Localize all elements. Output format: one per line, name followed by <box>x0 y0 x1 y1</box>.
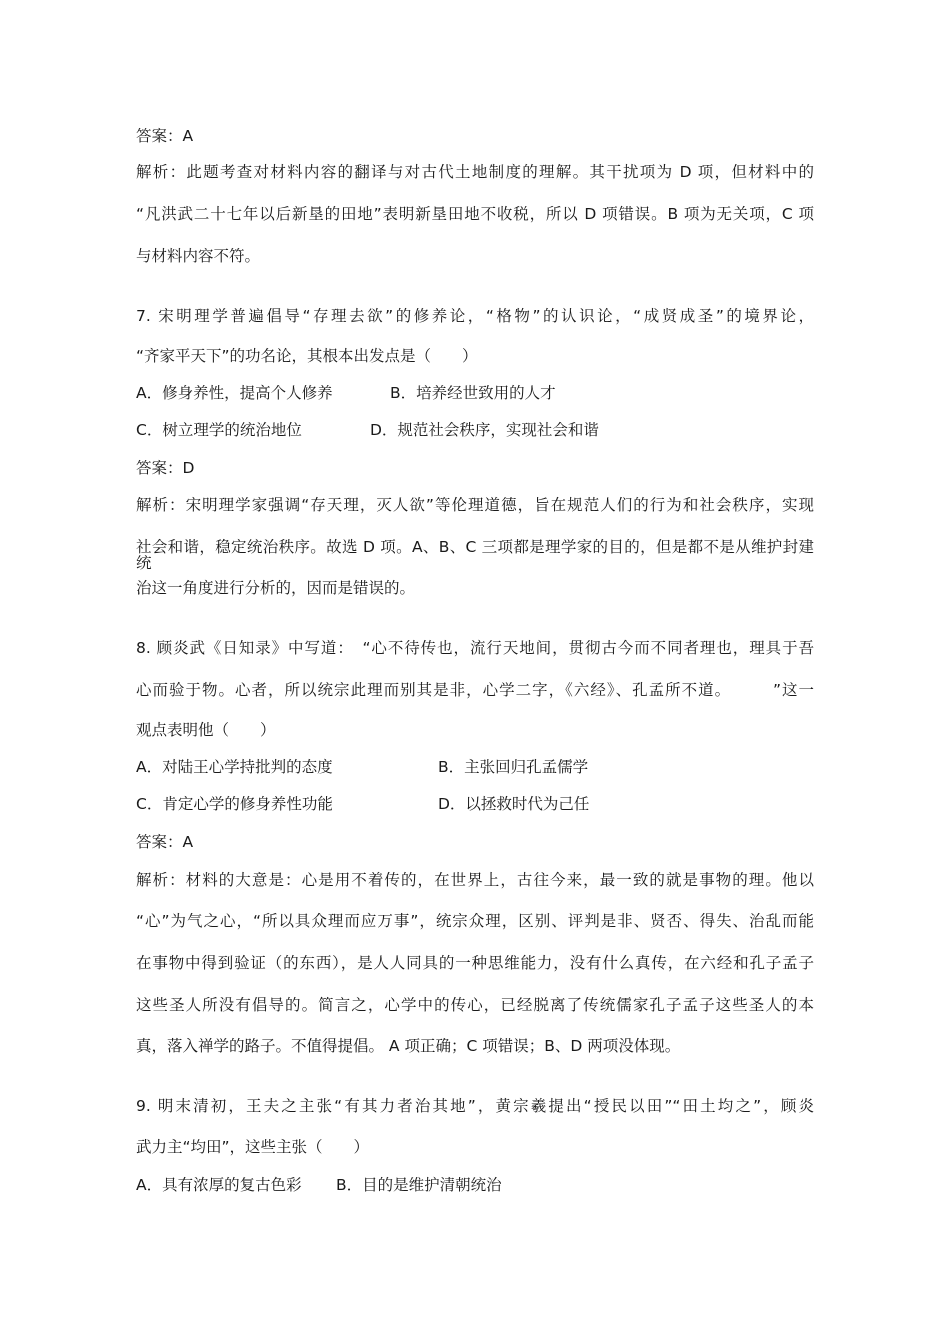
q6-analysis-line-3: 与材料内容不符。 <box>136 247 261 265</box>
q8-analysis-line-5: 真，落入禅学的路子。不值得提倡。 A 项正确；C 项错误；B、D 两项没体现。 <box>136 1037 681 1055</box>
q7-answer: 答案：D <box>136 459 195 477</box>
q9-option-a: A．具有浓厚的复古色彩 <box>136 1176 302 1194</box>
q8-answer: 答案：A <box>136 833 194 851</box>
q7-option-a: A．修身养性，提高个人修养 <box>136 384 333 402</box>
q8-option-c: C．肯定心学的修身养性功能 <box>136 795 333 813</box>
q7-analysis-line-3: 治这一角度进行分析的，因而是错误的。 <box>136 579 416 597</box>
q7-analysis-line-1: 解析：宋明理学家强调“存天理，灭人欲”等伦理道德，旨在规范人们的行为和社会秩序，实现 <box>136 496 814 514</box>
q6-answer: 答案：A <box>136 127 194 145</box>
q8-analysis-line-1: 解析：材料的大意是：心是用不着传的，在世界上，古往今来，最一致的就是事物的理。他以 <box>136 871 814 889</box>
q8-option-d: D．以拯救时代为己任 <box>438 795 590 813</box>
q6-analysis-line-1: 解析：此题考查对材料内容的翻译与对古代土地制度的理解。其干扰项为 D 项，但材料中的 <box>136 163 814 181</box>
q8-analysis-line-2: “心”为气之心，“所以具众理而应万事”，统宗众理，区别、评判是非、贤否、得失、治乱而能 <box>136 912 814 930</box>
q8-analysis-line-4: 这些圣人所没有倡导的。简言之，心学中的传心，已经脱离了传统儒家孔子孟子这些圣人的本 <box>136 996 814 1014</box>
q8-analysis-line-3: 在事物中得到验证（的东西），是人人同具的一种思维能力，没有什么真传，在六经和孔子孟子 <box>136 954 814 972</box>
q7-analysis-line-2: 社会和谐，稳定统治秩序。故选 D 项。A、B、C 三项都是理学家的目的，但是都不是从维护封建统 <box>136 538 814 572</box>
q7-option-d: D．规范社会秩序，实现社会和谐 <box>370 421 599 439</box>
q8-stem-line-3: 观点表明他（ ） <box>136 721 276 739</box>
q8-stem-line-2: 心而验于物。心者，所以统宗此理而别其是非，心学二字，《六经》、孔孟所不道。 ”这一 <box>136 681 814 699</box>
q7-option-b: B．培养经世致用的人才 <box>390 384 556 402</box>
q7-stem-line-1: 7. 宋明理学普遍倡导“存理去欲”的修养论，“格物”的认识论，“成贤成圣”的境界论， <box>136 307 814 325</box>
q7-option-c: C．树立理学的统治地位 <box>136 421 302 439</box>
q6-analysis-line-2: “凡洪武二十七年以后新垦的田地”表明新垦田地不收税，所以 D 项错误。B 项为无关项，C 项 <box>136 205 814 223</box>
q9-option-b: B．目的是维护清朝统治 <box>336 1176 502 1194</box>
q9-stem-line-1: 9. 明末清初，王夫之主张“有其力者治其地”，黄宗羲提出“授民以田”“田土均之”，顾炎 <box>136 1097 814 1115</box>
q8-stem-line-1: 8. 顾炎武《日知录》中写道： “心不待传也，流行天地间，贯彻古今而不同者理也，理具于吾 <box>136 639 814 657</box>
q8-option-b: B．主张回归孔孟儒学 <box>438 758 589 776</box>
q7-stem-line-2: “齐家平天下”的功名论，其根本出发点是（ ） <box>136 347 478 365</box>
q8-option-a: A．对陆王心学持批判的态度 <box>136 758 333 776</box>
q9-stem-line-2: 武力主“均田”，这些主张（ ） <box>136 1138 370 1156</box>
